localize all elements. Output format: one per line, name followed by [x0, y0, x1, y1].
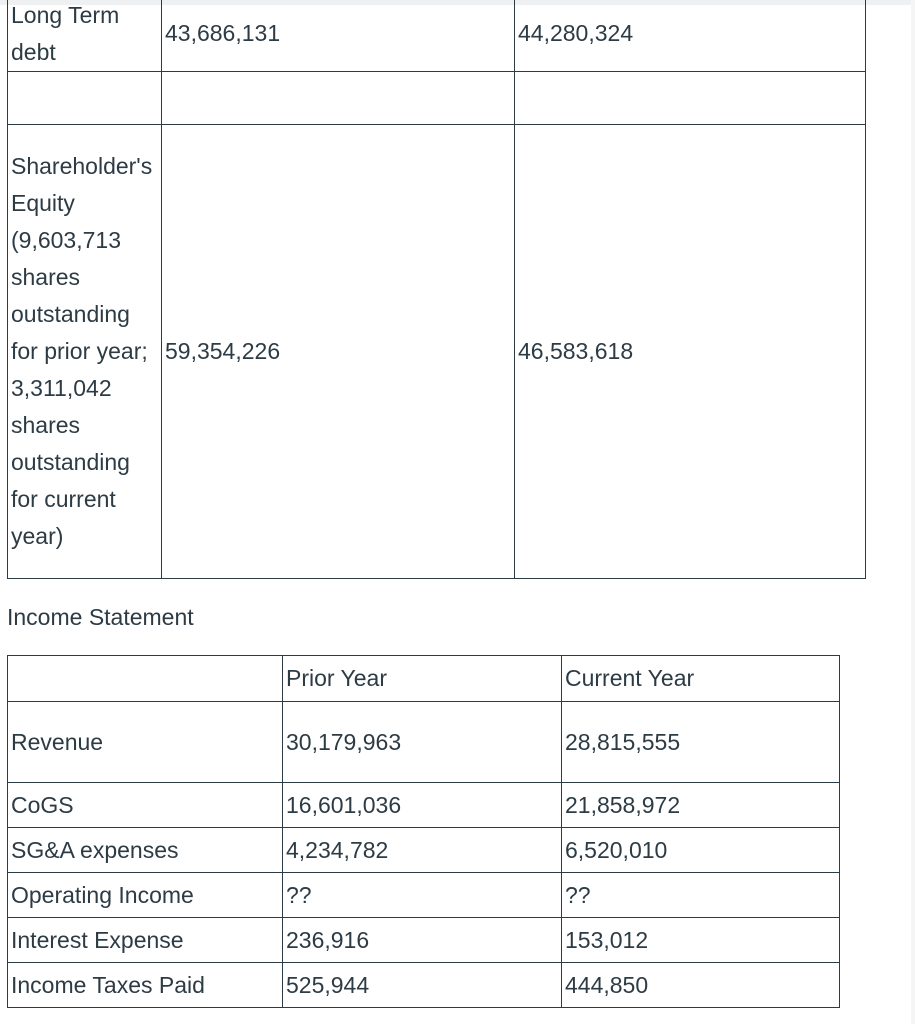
row-label: Long Term debt [8, 0, 162, 72]
prior-value: ?? [283, 873, 562, 918]
row-label: CoGS [8, 783, 283, 828]
row-label: Shareholder's Equity (9,603,713 shares outstanding for prior year; 3,311,042 shares outstanding for current year) [8, 125, 162, 579]
current-value: 28,815,555 [562, 702, 840, 783]
prior-value: 525,944 [283, 963, 562, 1008]
income-statement-heading: Income Statement [7, 604, 194, 630]
table-row [8, 963, 840, 1008]
current-value: 46,583,618 [515, 125, 866, 579]
table-row [8, 918, 840, 963]
row-label: Income Taxes Paid [8, 963, 283, 1008]
prior-value [162, 72, 515, 125]
table-row [8, 828, 840, 873]
table-row [8, 702, 840, 783]
prior-value: 236,916 [283, 918, 562, 963]
balance-sheet-table [7, 0, 866, 579]
row-label: Interest Expense [8, 918, 283, 963]
current-value: ?? [562, 873, 840, 918]
column-header [8, 656, 283, 702]
prior-value: 59,354,226 [162, 125, 515, 579]
table-header-row [8, 656, 840, 702]
column-header: Current Year [562, 656, 840, 702]
row-label: Revenue [8, 702, 283, 783]
table-row [8, 125, 866, 579]
row-label: Operating Income [8, 873, 283, 918]
prior-value: 16,601,036 [283, 783, 562, 828]
current-value [515, 72, 866, 125]
table-row [8, 0, 866, 72]
table-row [8, 783, 840, 828]
column-header: Prior Year [283, 656, 562, 702]
income-statement-table [7, 655, 840, 1008]
prior-value: 43,686,131 [162, 0, 515, 72]
current-value: 21,858,972 [562, 783, 840, 828]
current-value: 444,850 [562, 963, 840, 1008]
scrollbar-track[interactable] [911, 0, 915, 1024]
table-row [8, 873, 840, 918]
row-label: SG&A expenses [8, 828, 283, 873]
table-row [8, 72, 866, 125]
current-value: 44,280,324 [515, 0, 866, 72]
row-label [8, 72, 162, 125]
current-value: 153,012 [562, 918, 840, 963]
prior-value: 4,234,782 [283, 828, 562, 873]
current-value: 6,520,010 [562, 828, 840, 873]
prior-value: 30,179,963 [283, 702, 562, 783]
